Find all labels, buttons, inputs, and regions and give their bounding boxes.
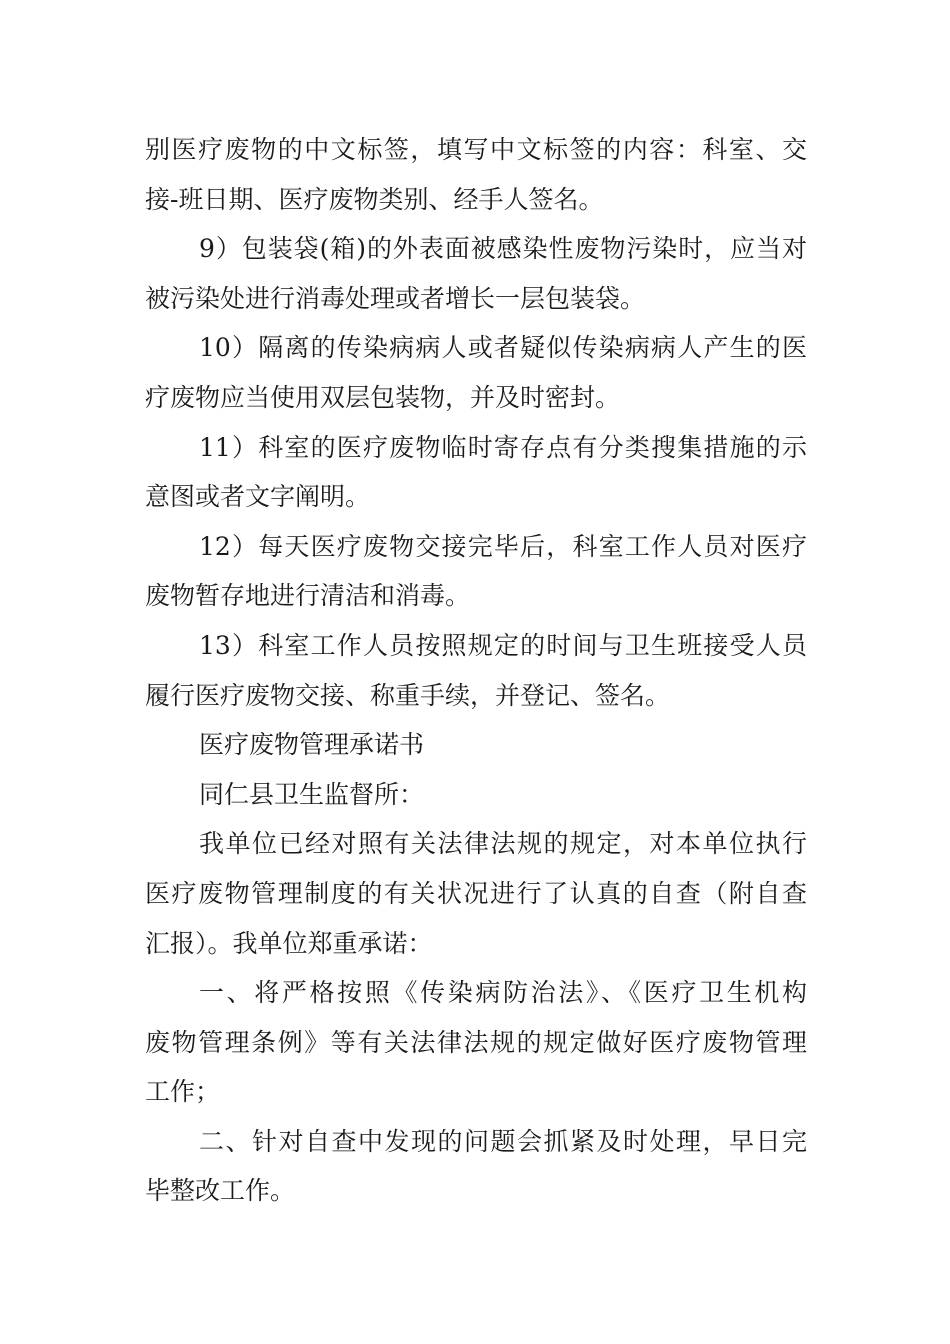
section-title: 医疗废物管理承诺书: [199, 730, 425, 760]
text-line: 意图或者文字阐明。: [145, 482, 371, 512]
text-line: 我单位已经对照有关法律法规的规定，对本单位执行: [199, 829, 807, 859]
text-line: 11）科室的医疗废物临时寄存点有分类搜集措施的示: [199, 432, 807, 462]
text-line: 接-班日期、医疗废物类别、经手人签名。: [145, 184, 604, 214]
text-line: 9）包装袋(箱)的外表面被感染性废物污染时，应当对: [199, 234, 807, 264]
addressee: 同仁县卫生监督所：: [199, 779, 425, 809]
text-line: 疗废物应当使用双层包装物，并及时密封。: [145, 382, 621, 412]
text-line: 别医疗废物的中文标签，填写中文标签的内容：科室、交: [145, 135, 807, 164]
text-line: 一、将严格按照《传染病防治法》、《医疗卫生机构: [199, 978, 807, 1008]
text-line: 废物暂存地进行清洁和消毒。: [145, 581, 471, 611]
text-line: 废物管理条例》等有关法律法规的规定做好医疗废物管理: [145, 1027, 807, 1057]
text-line: 医疗废物管理制度的有关状况进行了认真的自查（附自查: [145, 878, 807, 908]
text-line: 工作；: [145, 1077, 221, 1107]
text-line: 12）每天医疗废物交接完毕后，科室工作人员对医疗: [199, 531, 807, 561]
text-line: 10）隔离的传染病病人或者疑似传染病病人产生的医: [199, 333, 807, 363]
text-line: 13）科室工作人员按照规定的时间与卫生班接受人员: [199, 630, 807, 660]
text-line: 毕整改工作。: [145, 1176, 296, 1206]
text-line: 二、针对自查中发现的问题会抓紧及时处理，早日完: [199, 1126, 807, 1156]
document-body: [145, 125, 807, 1216]
text-line: 履行医疗废物交接、称重手续，并登记、签名。: [145, 680, 671, 710]
text-line: 汇报）。我单位郑重承诺：: [145, 928, 433, 958]
text-line: 被污染处进行消毒处理或者增长一层包装袋。: [145, 283, 646, 313]
